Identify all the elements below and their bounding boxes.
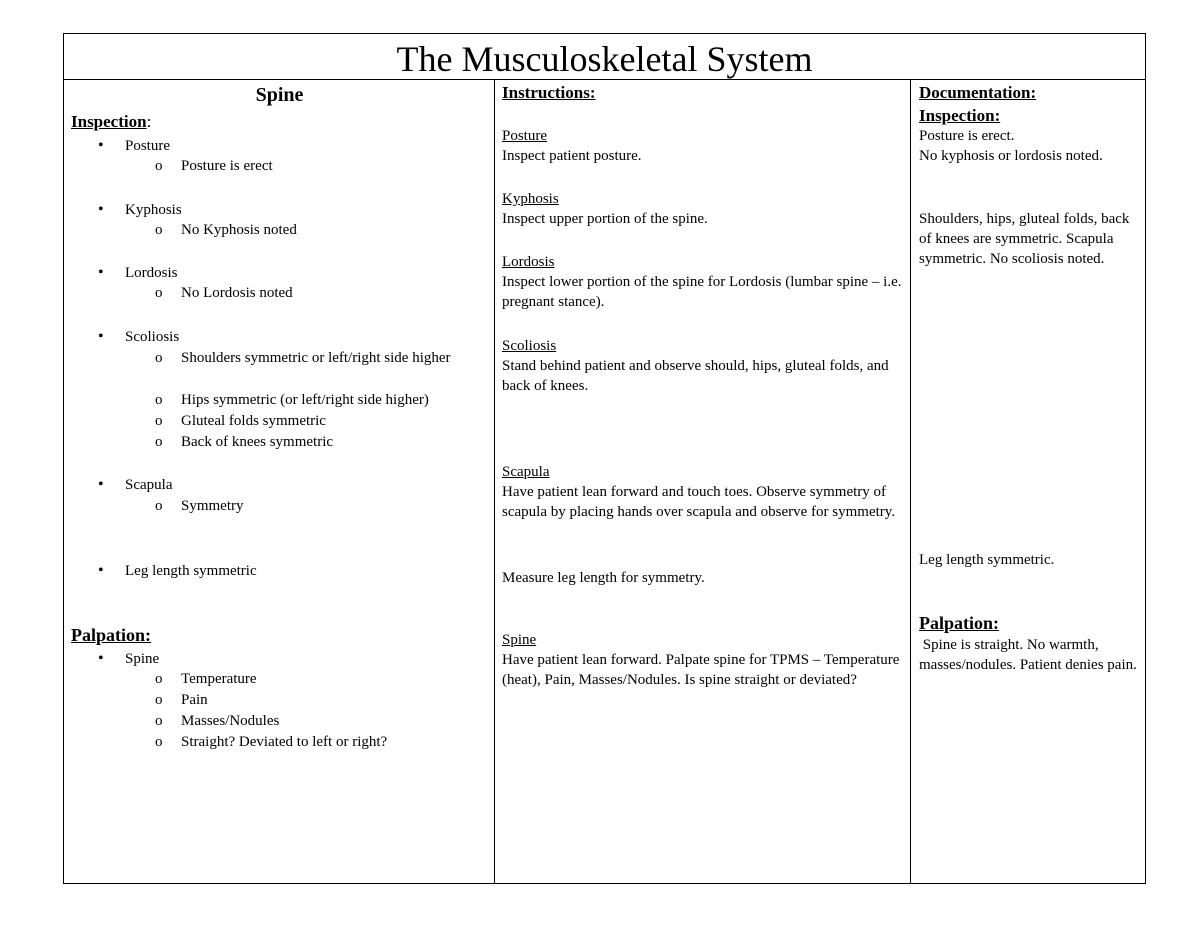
spine-item-posture: • Posture [125, 136, 170, 156]
spine-palpation-item-spine: • Spine [125, 649, 159, 669]
documentation-column [911, 80, 1145, 883]
spine-sub-scapula: o Symmetry [181, 496, 244, 516]
doc-note-posture: Posture is erect. [919, 128, 1015, 144]
documentation-inspection-heading: Inspection: [919, 106, 1001, 125]
doc-note-kyphosis: No kyphosis or lordosis noted. [919, 148, 1103, 164]
instr-text-spine: Have patient lean forward. Palpate spine for TPMS – Temperature (heat), Pain, Masses/Nodules. Is spine straight or deviated? [502, 652, 900, 688]
documentation-heading: Documentation: [919, 83, 1037, 102]
spine-sub-hips: o Hips symmetric (or left/right side higher) [181, 390, 429, 410]
spine-item-scoliosis: • Scoliosis [125, 327, 179, 347]
instr-title-scoliosis: Scoliosis [502, 338, 557, 354]
doc-note-palpation: Spine is straight. No warmth, masses/nodules. Patient denies pain. [919, 637, 1137, 673]
instr-text-scoliosis: Stand behind patient and observe should, hips, gluteal folds, and back of knees. [502, 358, 889, 394]
instructions-heading: Instructions: [502, 83, 596, 102]
spine-palp-sub-masses: o Masses/Nodules [181, 711, 279, 731]
spine-inspection-heading: Inspection: [71, 112, 152, 131]
spine-palpation-heading: Palpation: [71, 625, 152, 645]
spine-sub-gluteal: o Gluteal folds symmetric [181, 411, 326, 431]
doc-note-scoliosis: Shoulders, hips, gluteal folds, back of knees are symmetric. Scapula symmetric. No scoliosis noted. [919, 211, 1130, 267]
spine-palp-sub-pain: o Pain [181, 690, 208, 710]
doc-note-leg-length: Leg length symmetric. [919, 552, 1055, 568]
spine-sub-posture-erect: o Posture is erect [181, 156, 273, 176]
spine-palp-sub-straight: o Straight? Deviated to left or right? [181, 732, 387, 752]
spine-heading: Spine [255, 84, 304, 106]
spine-item-lordosis: • Lordosis [125, 263, 178, 283]
instr-text-lordosis: Inspect lower portion of the spine for Lordosis (lumbar spine – i.e. pregnant stance). [502, 274, 902, 310]
spine-column [64, 80, 495, 883]
spine-sub-knees: o Back of knees symmetric [181, 432, 333, 452]
spine-item-kyphosis: • Kyphosis [125, 200, 182, 220]
instr-text-posture: Inspect patient posture. [502, 148, 642, 164]
spine-sub-lordosis: o No Lordosis noted [181, 283, 293, 303]
spine-sub-shoulders: o Shoulders symmetric or left/right side higher [181, 348, 471, 368]
instr-title-kyphosis: Kyphosis [502, 191, 559, 207]
instr-title-posture: Posture [502, 128, 547, 144]
spine-item-scapula: • Scapula [125, 475, 172, 495]
spine-palp-sub-temperature: o Temperature [181, 669, 257, 689]
documentation-palpation-heading: Palpation: [919, 613, 1000, 633]
instr-text-scapula: Have patient lean forward and touch toes. Observe symmetry of scapula by placing hands over scapula and observe for symmetry. [502, 484, 896, 520]
instr-text-leg-length: Measure leg length for symmetry. [502, 570, 705, 586]
instructions-column [495, 80, 911, 883]
page-title: The Musculoskeletal System [64, 34, 1145, 80]
spine-sub-kyphosis: o No Kyphosis noted [181, 220, 297, 240]
instr-title-lordosis: Lordosis [502, 254, 555, 270]
instr-title-spine: Spine [502, 632, 537, 648]
instr-text-kyphosis: Inspect upper portion of the spine. [502, 211, 708, 227]
worksheet-table [63, 33, 1146, 884]
spine-item-leg-length: • Leg length symmetric [125, 561, 257, 581]
instr-title-scapula: Scapula [502, 464, 550, 480]
